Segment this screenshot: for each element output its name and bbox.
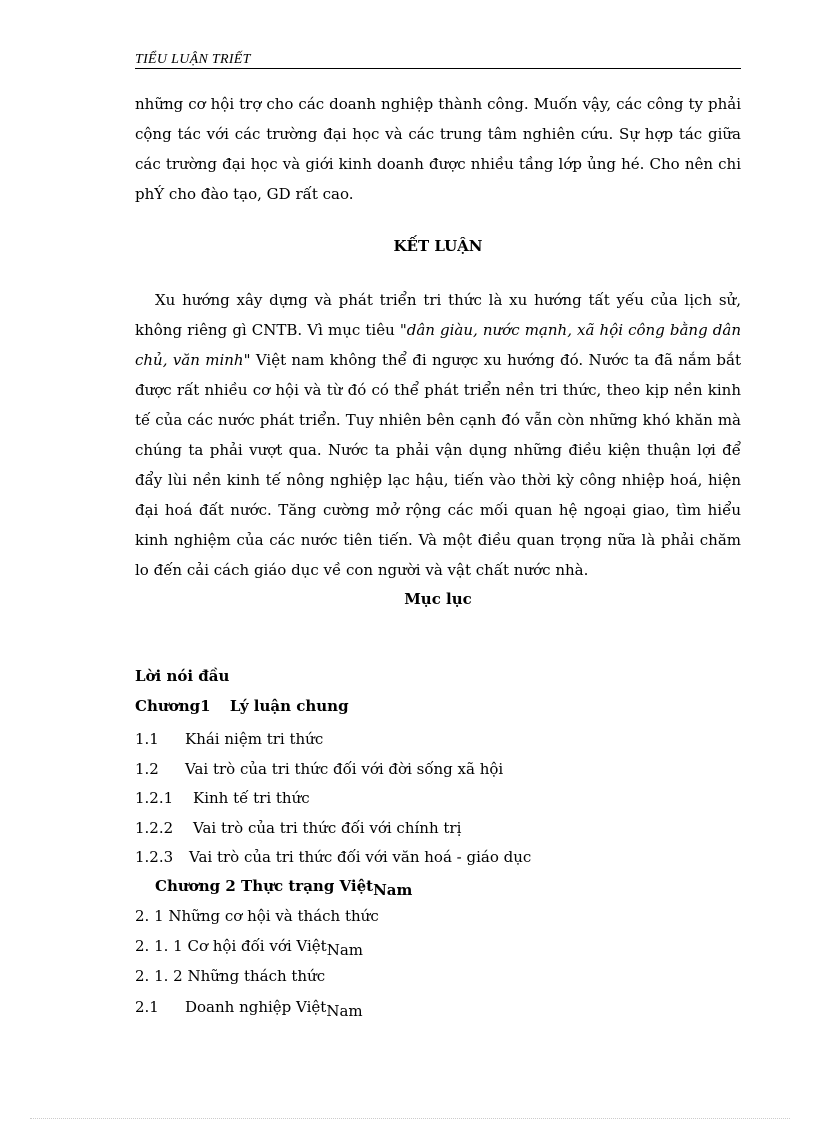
toc-heading: Mục lục [404, 590, 472, 608]
conclusion-text-2: " Việt nam không thể đi ngược xu hướng đó. Nước ta đã nắm bắt được rất nhiều cơ hội và từ đó có thể phát triển nền tri thức, theo kịp nền kinh tế của các nước phát triển. Tuy nhiên bên cạnh đó vẫn còn những khó khăn mà chúng ta phải vượt qua. Nước ta phải vận dụng những điều kiện thuận lợi để đẩy lùi nền kinh tế nông nghiệp lạc hậu, tiến vào thời kỳ công nhiệp hoá, hiện đại hoá đất nước. Tăng cường mở rộng các mối quan hệ ngoại giao, tìm hiểu kinh nghiệm của các nước tiên tiến. Và một điều quan trọng nữa là phải chăm lo đến cải cách giáo dục về con người và vật chất nước nhà. [135, 351, 741, 579]
page-header [135, 48, 741, 69]
toc-entry-sub: Nam [326, 1002, 363, 1020]
toc-entry-number: 1.2.2 [135, 819, 174, 837]
toc-chapter-2 [155, 877, 413, 899]
toc-entry-text: Vai trò của tri thức đối với chính trị [193, 819, 462, 837]
toc-entry-text: Kinh tế tri thức [193, 789, 310, 807]
toc-entry-text: Vai trò của tri thức đối với đời sống xã hội [185, 760, 504, 778]
conclusion-italic: dân giàu, nước mạnh, xã hội công bằng dân chủ, văn minh [135, 321, 741, 369]
conclusion-paragraph [135, 285, 741, 585]
toc-entry-number: 1.1 [135, 730, 159, 748]
toc-entry-text: 2. 1. 1 Cơ hội đối với Việt [135, 937, 327, 955]
toc-loi-noi-dau: Lời nói đầu [135, 667, 230, 685]
toc-entry-text: Vai trò của tri thức đối với văn hoá - giáo dục [189, 848, 532, 866]
page-bottom-divider [30, 1118, 790, 1119]
toc-entry-number: 1.2.1 [135, 789, 174, 807]
toc-entry-sub: Nam [326, 941, 363, 959]
toc-entry-text: Doanh nghiệp Việt [185, 998, 327, 1016]
intro-paragraph: những cơ hội trợ cho các doanh nghiệp thành công. Muốn vậy, các công ty phải cộng tác với các trường đại học và các trung tâm nghiên cứu. Sự hợp tác giữa các trường đại học và giới kinh doanh được nhiều tầng lớp ủng hé. Cho nên chi phÝ cho đào tạo, GD rất cao. [135, 95, 741, 203]
toc-entry-text: Khái niệm tri thức [185, 730, 324, 748]
toc-entry-number: 2.1 [135, 998, 159, 1016]
toc-chapter-1-title: Lý luận chung [229, 697, 349, 715]
toc-chapter-2-sub: Nam [373, 881, 413, 899]
toc-entry-1-2-1 [135, 789, 310, 807]
toc-entry-2-1-1 [135, 937, 363, 959]
toc-chapter-1-label: Chương1 [135, 697, 211, 715]
toc-entry-1-2-3 [135, 848, 531, 866]
toc-entry-2-1-b [135, 998, 363, 1020]
conclusion-text-1: Xu hướng xây dựng và phát triển tri thức là xu hướng tất yếu của lịch sử, không riêng gì CNTB. Vì mục tiêu " [135, 291, 741, 339]
toc-entry-2-1: 2. 1 Những cơ hội và thách thức [135, 907, 379, 925]
toc-entry-1-2-2 [135, 819, 461, 837]
toc-entry-1-2 [135, 760, 503, 778]
toc-entry-2-1-2: 2. 1. 2 Những thách thức [135, 967, 326, 985]
toc-entry-number: 1.2 [135, 760, 159, 778]
header-title: TIỂU LUẬN TRIẾT [135, 52, 251, 67]
toc-entry-number: 1.2.3 [135, 848, 174, 866]
toc-chapter-2-text: Chương 2 Thực trạng Việt [155, 877, 374, 895]
toc-chapter-1 [135, 697, 349, 715]
conclusion-heading: KẾT LUẬN [393, 237, 483, 255]
toc-entry-1-1 [135, 730, 323, 748]
